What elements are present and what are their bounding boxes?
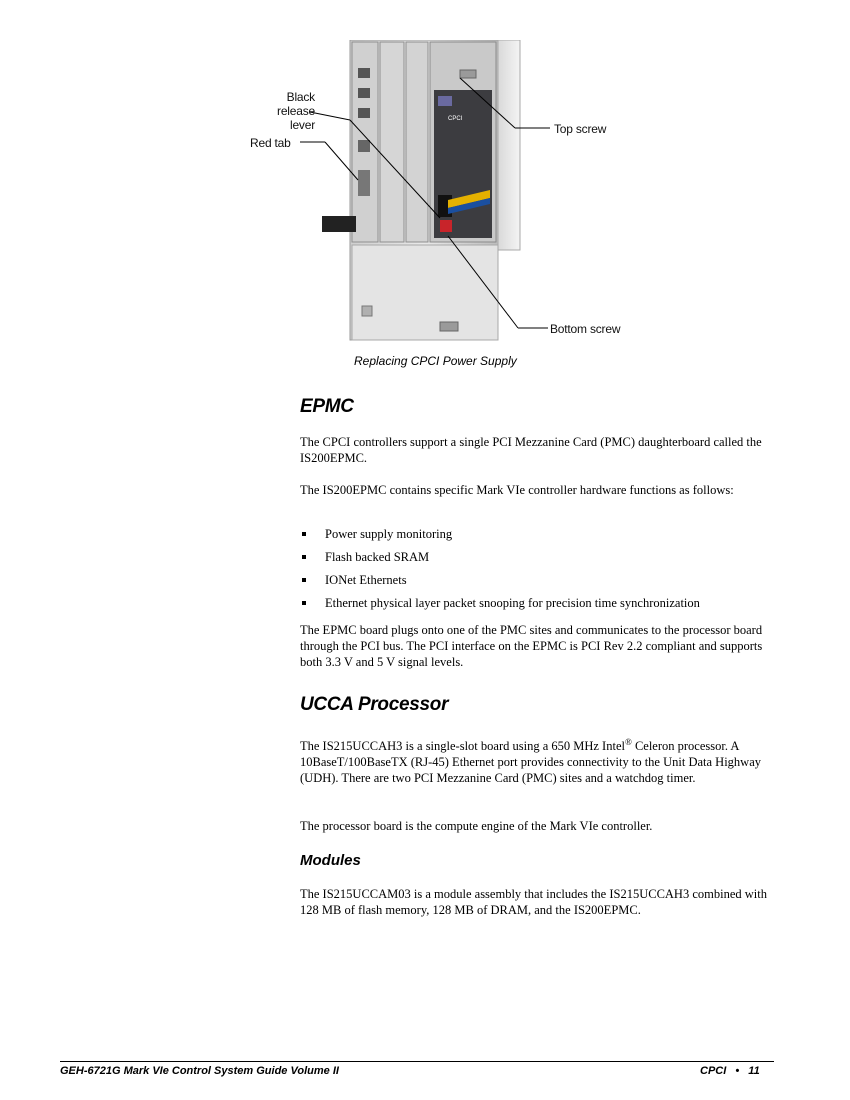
cpci-rack-illustration (300, 40, 640, 352)
bullet-icon (302, 578, 306, 582)
epmc-function-list (300, 526, 780, 618)
modules-heading: Modules (300, 852, 361, 869)
callout-black-release-lever-line2: lever (289, 118, 315, 132)
footer-divider (60, 1061, 774, 1062)
callout-black-release-lever-line1: Black release (277, 90, 315, 118)
figure-caption: Replacing CPCI Power Supply (354, 354, 517, 368)
registered-mark: ® (624, 737, 632, 747)
footer-page-number: 11 (748, 1065, 760, 1077)
footer-document-title: GEH-6721G Mark VIe Control System Guide Volume II (60, 1065, 339, 1077)
epmc-functions-paragraph: The IS200EPMC contains specific Mark VIe controller hardware functions as follows: (300, 483, 734, 497)
callout-red-tab: Red tab (250, 136, 291, 150)
bullet-icon (302, 532, 306, 536)
callout-bottom-screw: Bottom screw (550, 322, 621, 336)
ucca-description-start: The IS215UCCAH3 is a single-slot board using a 650 MHz Intel (300, 739, 625, 754)
ucca-description-rest: Celeron processor. A 10BaseT/100BaseTX (RJ-45) Ethernet port provides connectivity to the Unit Data Highway (UDH). There are two PCI Mezzanine Card (PMC) sites and a watchdog timer. (300, 739, 762, 786)
board-label-text: CPCI (448, 116, 463, 122)
list-item (300, 526, 780, 549)
list-item (300, 595, 780, 618)
ucca-description-paragraph (300, 734, 780, 786)
epmc-intro-paragraph: The CPCI controllers support a single PCI Mezzanine Card (PMC) daughterboard called the IS200EPMC. (300, 435, 762, 465)
bullet-icon (302, 601, 306, 605)
callout-black-release-lever (253, 90, 315, 132)
footer-page-ref (700, 1065, 760, 1077)
footer-separator: • (735, 1065, 740, 1077)
ucca-compute-engine-paragraph: The processor board is the compute engine of the Mark VIe controller. (300, 819, 653, 833)
bullet-icon (302, 555, 306, 559)
modules-paragraph: The IS215UCCAM03 is a module assembly that includes the IS215UCCAH3 combined with 128 MB of flash memory, 128 MB of DRAM, and the IS200EPMC. (300, 887, 767, 917)
epmc-heading: EPMC (300, 396, 354, 417)
list-item-text: IONet Ethernets (325, 573, 407, 587)
list-item-text: Flash backed SRAM (325, 550, 430, 564)
list-item-text: Power supply monitoring (325, 527, 453, 541)
footer-section-name: CPCI (700, 1065, 727, 1077)
list-item (300, 549, 780, 572)
epmc-interface-paragraph: The EPMC board plugs onto one of the PMC sites and communicates to the processor board through the PCI bus. The PCI interface on the EPMC is PCI Rev 2.2 compliant and supports both 3.3 V and 5 V signal levels. (300, 623, 763, 669)
cpci-power-supply-figure (300, 40, 640, 352)
ucca-processor-heading: UCCA Processor (300, 694, 449, 715)
callout-top-screw: Top screw (554, 122, 607, 136)
list-item (300, 572, 780, 595)
list-item-text: Ethernet physical layer packet snooping for precision time synchronization (325, 596, 700, 610)
